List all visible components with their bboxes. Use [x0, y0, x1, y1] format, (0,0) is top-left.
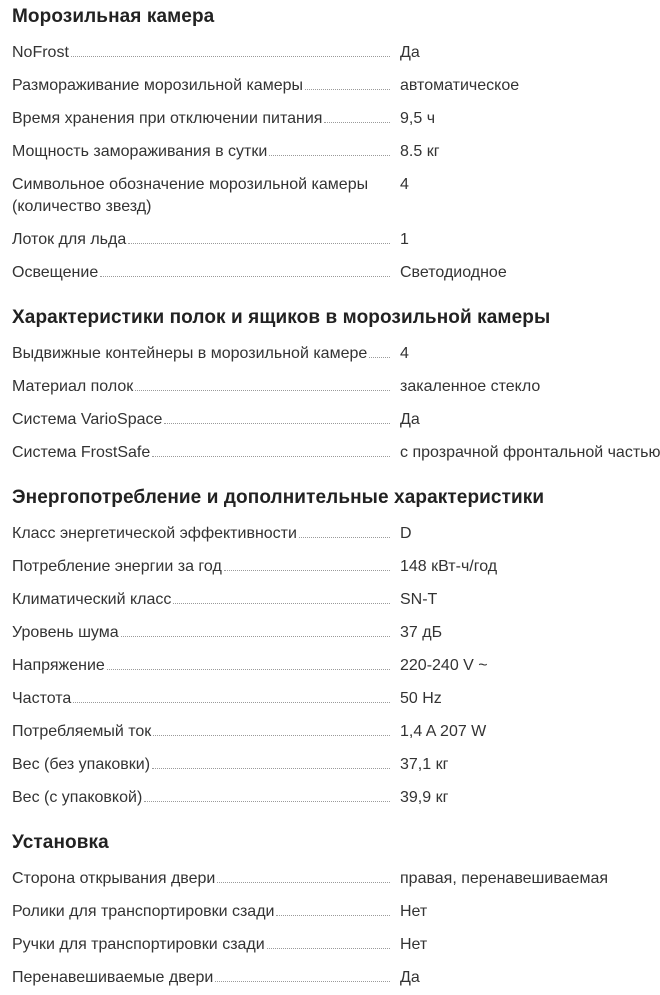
spec-row: [12, 523, 648, 545]
spec-value: 220-240 V ~: [400, 657, 488, 674]
dotted-leader: [121, 636, 390, 637]
spec-value: автоматическое: [400, 77, 520, 94]
spec-row: [12, 655, 648, 677]
spec-label: Система VarioSpace: [12, 411, 163, 428]
spec-row-left: [12, 262, 396, 284]
spec-label: Выдвижные контейнеры в морозильной камере: [12, 345, 368, 362]
spec-row-left: [12, 229, 396, 251]
dotted-leader: [217, 882, 390, 883]
spec-value: Нет: [400, 936, 428, 953]
section-title: Характеристики полок и ящиков в морозильной камеры: [12, 307, 551, 328]
dotted-leader: [269, 155, 390, 156]
spec-row-left: [12, 523, 396, 545]
section-title: Морозильная камера: [12, 6, 215, 27]
spec-value: 37,1 кг: [400, 756, 449, 773]
spec-label: Потребление энергии за год: [12, 558, 222, 575]
dotted-leader: [215, 981, 390, 982]
dotted-leader: [276, 915, 390, 916]
spec-row-left: [12, 376, 396, 398]
dotted-leader: [73, 702, 390, 703]
spec-value: 50 Hz: [400, 690, 442, 707]
spec-row-left: [12, 721, 396, 743]
spec-value: Светодиодное: [400, 264, 507, 281]
dotted-leader: [299, 537, 390, 538]
spec-label: Перенавешиваемые двери: [12, 969, 214, 986]
dotted-leader: [144, 801, 390, 802]
spec-label: Напряжение: [12, 657, 105, 674]
spec-label: Вес (с упаковкой): [12, 789, 143, 806]
spec-value: 148 кВт-ч/год: [400, 558, 498, 575]
spec-label: Система FrostSafe: [12, 444, 151, 461]
dotted-leader: [100, 276, 390, 277]
spec-row: [12, 75, 648, 97]
spec-row: [12, 688, 648, 710]
spec-value: SN-T: [400, 591, 438, 608]
spec-row-left: [12, 409, 396, 431]
spec-row: [12, 343, 648, 365]
spec-label: Лоток для льда: [12, 231, 127, 248]
spec-row-left: [12, 934, 396, 956]
spec-label: Ручки для транспортировки сзади: [12, 936, 265, 953]
spec-row-left: [12, 442, 396, 464]
spec-row-left: [12, 174, 396, 218]
spec-row-left: [12, 688, 396, 710]
spec-value: правая, перенавешиваемая: [400, 870, 608, 887]
spec-row: [12, 229, 648, 251]
dotted-leader: [173, 603, 390, 604]
dotted-leader: [153, 735, 390, 736]
spec-row-left: [12, 75, 396, 97]
spec-section: [12, 5, 648, 284]
spec-label: Мощность замораживания в сутки: [12, 143, 268, 160]
spec-value: Да: [400, 44, 420, 61]
spec-label: Освещение: [12, 264, 99, 281]
spec-label: Вес (без упаковки): [12, 756, 151, 773]
dotted-leader: [224, 570, 390, 571]
spec-row-left: [12, 589, 396, 611]
spec-row-left: [12, 343, 396, 365]
dotted-leader: [164, 423, 390, 424]
spec-row: [12, 409, 648, 431]
dotted-leader: [128, 243, 390, 244]
spec-label: Ролики для транспортировки сзади: [12, 903, 275, 920]
spec-value: D: [400, 525, 412, 542]
spec-label: Размораживание морозильной камеры: [12, 77, 303, 94]
dotted-leader: [267, 948, 390, 949]
spec-row: [12, 556, 648, 578]
spec-row-left: [12, 901, 396, 923]
spec-label: Частота: [12, 690, 72, 707]
dotted-leader: [305, 89, 390, 90]
spec-row-left: [12, 108, 396, 130]
dotted-leader: [135, 390, 390, 391]
spec-row-left: [12, 787, 396, 809]
spec-row-left: [12, 141, 396, 163]
spec-row: [12, 967, 648, 989]
spec-row: [12, 42, 648, 64]
spec-row-left: [12, 868, 396, 890]
spec-label: Класс энергетической эффективности: [12, 525, 297, 542]
section-title: Энергопотребление и дополнительные характеристики: [12, 487, 545, 508]
spec-value: 9,5 ч: [400, 110, 436, 127]
section-title: Установка: [12, 832, 109, 853]
spec-row-left: [12, 556, 396, 578]
spec-value: с прозрачной фронтальной частью: [400, 444, 660, 461]
spec-label: Время хранения при отключении питания: [12, 110, 323, 127]
spec-label: Символьное обозначение морозильной камеры (количество звезд): [12, 176, 369, 215]
spec-label: Уровень шума: [12, 624, 119, 641]
spec-value: 1: [400, 231, 409, 248]
spec-row-left: [12, 754, 396, 776]
spec-row: [12, 787, 648, 809]
dotted-leader: [71, 56, 390, 57]
spec-row: [12, 442, 660, 464]
spec-row: [12, 622, 648, 644]
spec-row: [12, 141, 648, 163]
spec-value: 1,4 A 207 W: [400, 723, 487, 740]
spec-label: Сторона открывания двери: [12, 870, 216, 887]
dotted-leader: [152, 768, 390, 769]
spec-row: [12, 868, 648, 890]
spec-value: 8.5 кг: [400, 143, 440, 160]
spec-section: [12, 306, 660, 464]
spec-row: [12, 262, 648, 284]
dotted-leader: [369, 357, 390, 358]
spec-row: [12, 108, 648, 130]
spec-value: 4: [400, 176, 409, 193]
spec-label: Климатический класс: [12, 591, 172, 608]
spec-row-left: [12, 655, 396, 677]
spec-value: Нет: [400, 903, 428, 920]
spec-row: [12, 721, 648, 743]
spec-value: закаленное стекло: [400, 378, 541, 395]
dotted-leader: [324, 122, 390, 123]
spec-row-left: [12, 622, 396, 644]
spec-row: [12, 754, 648, 776]
spec-value: 39,9 кг: [400, 789, 449, 806]
spec-row: [12, 901, 648, 923]
spec-value: 37 дБ: [400, 624, 443, 641]
spec-value: Да: [400, 969, 420, 986]
spec-row-left: [12, 967, 396, 989]
spec-section: [12, 486, 648, 809]
spec-label: Потребляемый ток: [12, 723, 152, 740]
spec-row: [12, 934, 648, 956]
spec-value: Да: [400, 411, 420, 428]
spec-section: [12, 831, 648, 989]
dotted-leader: [152, 456, 390, 457]
spec-row: [12, 174, 648, 218]
spec-value: 4: [400, 345, 409, 362]
spec-row: [12, 589, 648, 611]
spec-label: Материал полок: [12, 378, 134, 395]
spec-label: NoFrost: [12, 44, 69, 61]
spec-row-left: [12, 42, 396, 64]
dotted-leader: [107, 669, 390, 670]
spec-row: [12, 376, 648, 398]
